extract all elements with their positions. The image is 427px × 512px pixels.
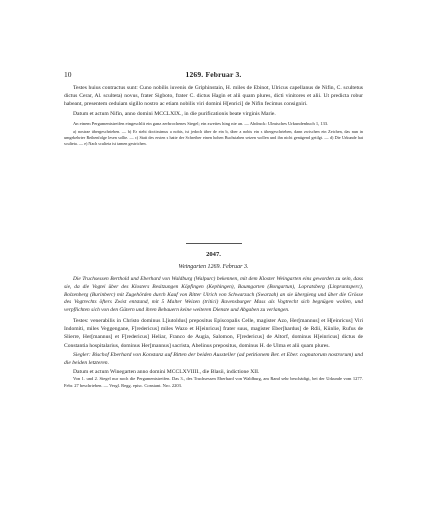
- datum-line: Datum et actum Winegarten anno domini MCCLXVIIII., die Blasii, indictione XII.: [73, 369, 260, 376]
- document-2047: [64, 276, 363, 389]
- datum-paragraph: Datum et actum Nifin, anno domini MCCLXIX., in die purificationis beate virginis Marie.: [73, 110, 276, 117]
- page-number: 10: [64, 70, 72, 79]
- place-date: Weingarten 1269. Februar 3.: [178, 264, 249, 270]
- source-note: An einem Pergamentstreifen eingeschlit ein ganz zerbrochenes Siegel; ein zweites hing nie an. — Abdruck: Ulmisches Urkundenbuch 1, 133.: [73, 120, 329, 126]
- document-number: 2047.: [206, 251, 221, 258]
- previous-document: [64, 84, 363, 146]
- witness-list: Testes: venerabilis in Christo dominus L[iutoldus] prepositus Episcopalis Celle, magister Azo, Her[mannus] et H[einricus] Viri Indomiti, miles Veggengane, F[redericus] miles Wazo et H[einricus] frater suus, magister Eber[hardus] de Rdii, Künlie, Rufus de Slierre, Her[mannus] et F[redericus] Heliar, Franco de Augia, Salomon, F[redericus] de Altorf, dominus H[einricus] dictus de Constantia hospitalarius, dominus Her[mannus] sacrista, Abelinus prepositus, dominus H. de Ulma et alii quam plures.: [64, 317, 363, 349]
- section-divider: [186, 243, 242, 244]
- regest: Die Truchsessen Berthold und Eberhard von Waldburg (Walpurc) bekennen, mit dem Kloster Weingarten eins geworden zu sein, dass sie, da die Vogtei über des Klosters Besitzungen Köpfingen (Kephingen), Baumgarten (Bongartun), Lopratsberg (Linprantsperc), Bolzenberg (Burinberc) mit Zugehörden durch Kauf von Ritter Ulrich von Schwarzach (Swarzah) an sie übergieng und über die Grösse des Vogtrechts öfters Zwist entstand, mit 5 Malter Weizen (tritici) Ravensburger Mass als Vogtrecht sich begnügen wollen, und verpflichten sich von den Gütern und ihren Bebauern keine weiteren Dienste und Abgaben zu verlangen.: [64, 276, 363, 314]
- seal-source-note: Von 1. und 2. Siegel nur noch die Pergamentstreifen. Das 3., des Truchsessen Eberhard von Waldburg, am Rand sehr beschädigt, bei der Urkunde vom 1277. Febr. 27 beschrieben. — Vergl. Regg. episc. Constant. Nro. 2203.: [64, 376, 363, 388]
- running-header: 1269. Februar 3.: [185, 70, 242, 79]
- witness-paragraph: Testes huius contractus sunt: Cuno nobilis iuvenis de Griphinstain, H. miles de Ebinot, Ulricus capellanus de Nifin, C. scultetus dictus Cerar, Al. sculteta) novus, frater Sigboto, frater C. dictus Hagin et alii quam plures, dicti vinitores et alii. Ut predicta robur habeant, presentem ceduiam sigillo nostro ac etiam nobilis viri domini H[enrici] de Nifin fecimus consigniri.: [64, 85, 363, 108]
- sealer-note: Siegler: Bischof Eberhard von Konstanz auf Bitten der beiden Aussteller (ad petitionem Ber. et Eber. cognatorum nostrorum) und die beiden letzteren.: [64, 351, 363, 366]
- footnotes: a) nostrae übergeschrieben. — b) Er steht doctissimus a nobis, ist jedoch über de ein b, über a nobis ein s übergeschrieben, dann zwischen ein Zeichen, das nun in umgekehrter Reihenfolge lesen sollte. — c) Statt des ersten s hatte der Schreiber einen hohen Buchstaben setzen wollen und ihn nicht genügend getilgt. — d) Die Urkunde hat sculteta. — e) Nach sculteta ist tamen gestrichen.: [64, 129, 363, 146]
